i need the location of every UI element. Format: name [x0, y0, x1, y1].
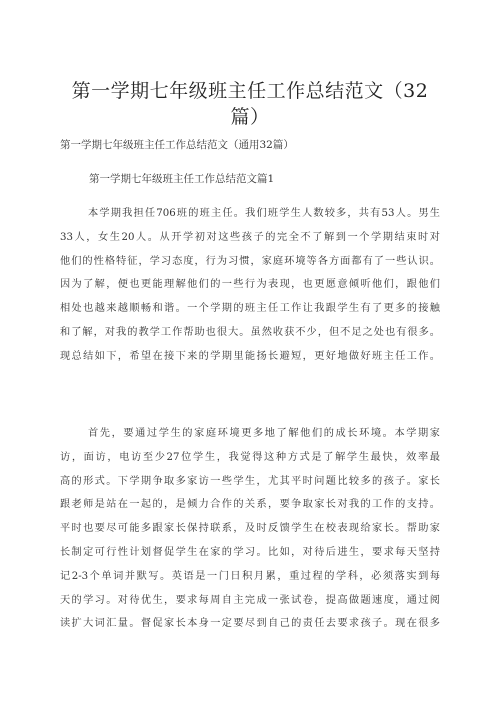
document-subtitle: 第一学期七年级班主任工作总结范文（通用32篇） [60, 139, 294, 151]
paragraph-1 [60, 202, 440, 369]
paragraph-2 [60, 422, 440, 636]
section-heading: 第一学期七年级班主任工作总结范文篇1 [89, 173, 275, 185]
paragraph-line: 相处也越来越顺畅和谐。一个学期的班主任工作让我跟学生有了更多的接触 [60, 303, 440, 315]
paragraph-line: 记2-3个单词并默写。英语是一门日积月累，重过程的学科，必须落实到每 [60, 570, 440, 582]
paragraph-line: 访，面访，电访至少27位学生，我觉得这种方式是了解学生最快，效率最 [60, 451, 440, 463]
paragraph-line: 天的学习。对待优生，要求每周自主完成一张试卷，提高做题速度，通过阅 [60, 594, 440, 606]
paragraph-line: 读扩大词汇量。督促家长本身一定要尽到自己的责任去要求孩子。现在很多 [60, 618, 440, 630]
paragraph-line: 跟老师是站在一起的，是倾力合作的关系，要争取家长对我的工作的支持。 [60, 499, 440, 511]
paragraph-line: 和了解，对我的教学工作帮助也很大。虽然收获不少，但不足之处也有很多。 [60, 326, 440, 338]
paragraph-line: 本学期我担任706班的班主任。我们班学生人数较多，共有53人。男生 [88, 208, 440, 219]
paragraph-line: 33人，女生20人。从开学初对这些孩子的完全不了解到一个学期结束时对 [60, 231, 440, 243]
paragraph-line: 他们的性格特征，学习态度，行为习惯，家庭环境等各方面都有了一些认识。 [60, 255, 440, 267]
paragraph-line: 长制定可行性计划督促学生在家的学习。比如，对待后进生，要求每天坚持 [60, 546, 440, 558]
document-title: 第一学期七年级班主任工作总结范文（32篇） [71, 80, 429, 128]
paragraph-line: 高的形式。下学期争取多家访一些学生，尤其平时问题比较多的孩子。家长 [60, 475, 440, 487]
paragraph-line: 平时也要尽可能多跟家长保持联系，及时反馈学生在校表现给家长。帮助家 [60, 523, 440, 535]
paragraph-line: 现总结如下，希望在接下来的学期里能扬长避短，更好地做好班主任工作。 [60, 350, 440, 362]
paragraph-line: 首先，要通过学生的家庭环境更多地了解他们的成长环境。本学期家 [88, 428, 440, 439]
paragraph-line: 因为了解，便也更能理解他们的一些行为表现，也更愿意倾听他们，跟他们 [60, 279, 440, 291]
